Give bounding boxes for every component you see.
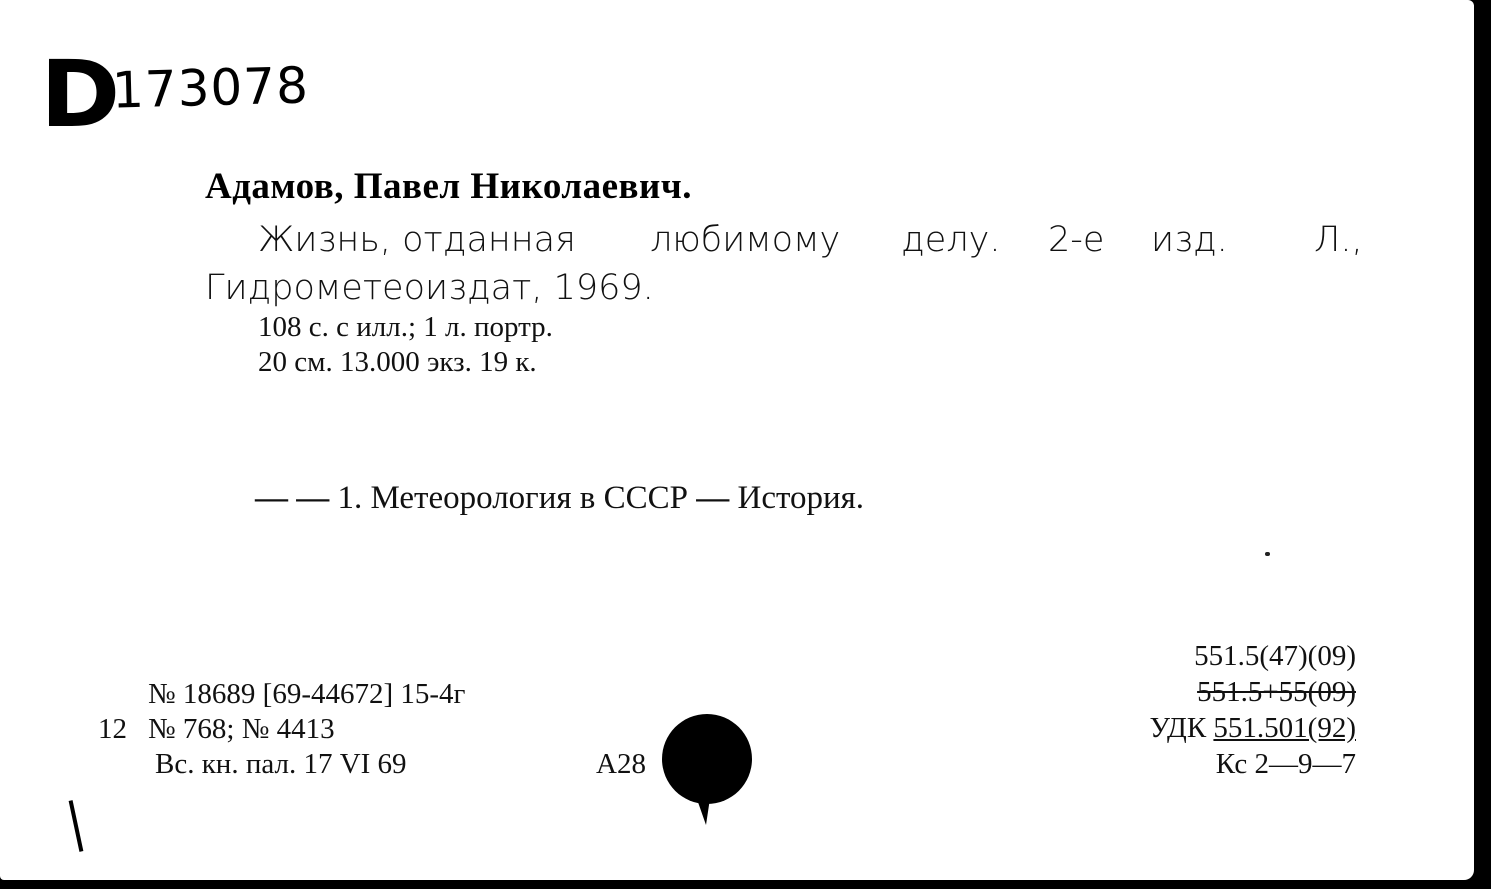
production-line-2: № 768; № 4413 bbox=[148, 713, 335, 745]
ink-stamp-tail bbox=[692, 785, 712, 825]
title-word: изд. bbox=[1151, 220, 1228, 260]
publisher-statement: Гидрометеоиздат, 1969. bbox=[205, 268, 654, 308]
production-line-1: № 18689 [69-44672] 15-4г bbox=[148, 678, 466, 710]
collation-line: 20 см. 13.000 экз. 19 к. bbox=[258, 346, 537, 378]
collation bbox=[258, 310, 553, 380]
subject-term: 1. Метеорология в СССР bbox=[337, 480, 688, 516]
production-line-2-prefix: 12 bbox=[98, 713, 127, 745]
subject-heading bbox=[255, 480, 864, 517]
shelfmark-letter: D bbox=[40, 41, 121, 148]
title-word: Жизнь, отданная bbox=[258, 220, 576, 260]
author-heading: Адамов, Павел Николаевич. bbox=[205, 166, 692, 207]
title-word: 2-е bbox=[1048, 220, 1105, 260]
udk-label: УДК bbox=[1149, 712, 1207, 744]
collation-line: 108 с. с илл.; 1 л. портр. bbox=[258, 311, 553, 343]
production-code: A28 bbox=[596, 748, 646, 780]
production-line-3: Вс. кн. пал. 17 VI 69 bbox=[155, 748, 407, 780]
title-word: Л., bbox=[1314, 220, 1363, 260]
subject-dash: — — bbox=[255, 480, 330, 516]
subject-subdivision: История. bbox=[737, 480, 865, 516]
title-word: делу. bbox=[901, 220, 1001, 260]
subject-separator: — bbox=[696, 480, 730, 516]
udk-code: 551.501(92) bbox=[1213, 712, 1356, 744]
pen-mark bbox=[69, 800, 84, 852]
scan-edge-right bbox=[1477, 0, 1491, 889]
scan-edge-bottom bbox=[0, 880, 1491, 889]
classification-line-2: 551.5+55(09) bbox=[1197, 676, 1356, 708]
classification-line-4: Кс 2—9—7 bbox=[1215, 748, 1356, 780]
title-word: любимому bbox=[650, 220, 841, 260]
classification-line-1: 551.5(47)(09) bbox=[1194, 640, 1356, 672]
classification-line-3 bbox=[1149, 712, 1356, 745]
speck-mark bbox=[1265, 552, 1270, 556]
shelfmark-number: 173078 bbox=[111, 56, 310, 120]
